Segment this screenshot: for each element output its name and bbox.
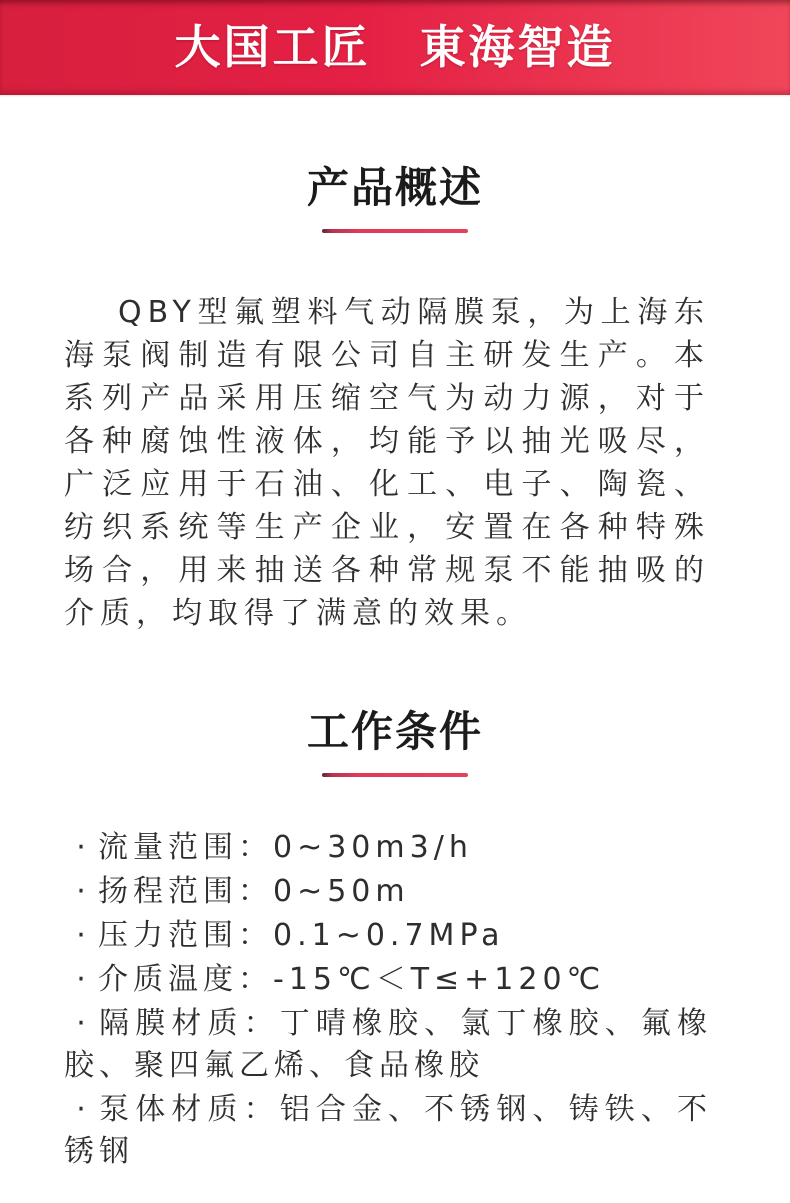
spec-item-text: 压力范围：0.1~0.7MPa — [98, 918, 505, 953]
bullet-icon: · — [76, 1092, 86, 1127]
spec-item-text: 泵体材质：铝合金、不锈钢、铸铁、不锈钢 — [64, 1092, 712, 1169]
spec-item-media-temperature — [64, 959, 712, 1001]
spec-list — [0, 827, 790, 1173]
section-overview — [0, 165, 790, 635]
banner-title: 大国工匠 東海智造 — [174, 20, 616, 74]
spec-item-pressure-range — [64, 915, 712, 957]
bullet-icon: · — [76, 962, 86, 997]
overview-paragraph: QBY型氟塑料气动隔膜泵，为上海东海泵阀制造有限公司自主研发生产。本系列产品采用压缩空气为动力源，对于各种腐蚀性液体，均能予以抽光吸尽，广泛应用于石油、化工、电子、陶瓷、纺织系统等生产企业，安置在各种特殊场合，用来抽送各种常规泵不能抽吸的介质，均取得了满意的效果。 — [64, 295, 710, 631]
spec-item-head-range — [64, 871, 712, 913]
bullet-icon: · — [76, 918, 86, 953]
spec-item-flow-range — [64, 827, 712, 869]
bullet-icon: · — [76, 874, 86, 909]
spec-item-text: 介质温度：-15℃＜T≤+120℃ — [98, 962, 606, 997]
bullet-icon: · — [76, 830, 86, 865]
title-underline — [322, 229, 468, 233]
title-underline — [322, 773, 468, 777]
section-title-overview: 产品概述 — [306, 163, 483, 212]
section-title-conditions: 工作条件 — [306, 707, 483, 756]
spec-item-text: 隔膜材质：丁晴橡胶、氯丁橡胶、氟橡胶、聚四氟乙烯、食品橡胶 — [64, 1006, 712, 1083]
spec-item-text: 扬程范围：0~50m — [98, 874, 410, 909]
bullet-icon: · — [76, 1006, 86, 1041]
section-working-conditions — [0, 709, 790, 1173]
spec-item-diaphragm-material — [64, 1003, 712, 1087]
spec-item-text: 流量范围：0~30m3/h — [98, 830, 473, 865]
top-banner — [0, 0, 790, 95]
spec-item-pump-body-material — [64, 1089, 712, 1173]
